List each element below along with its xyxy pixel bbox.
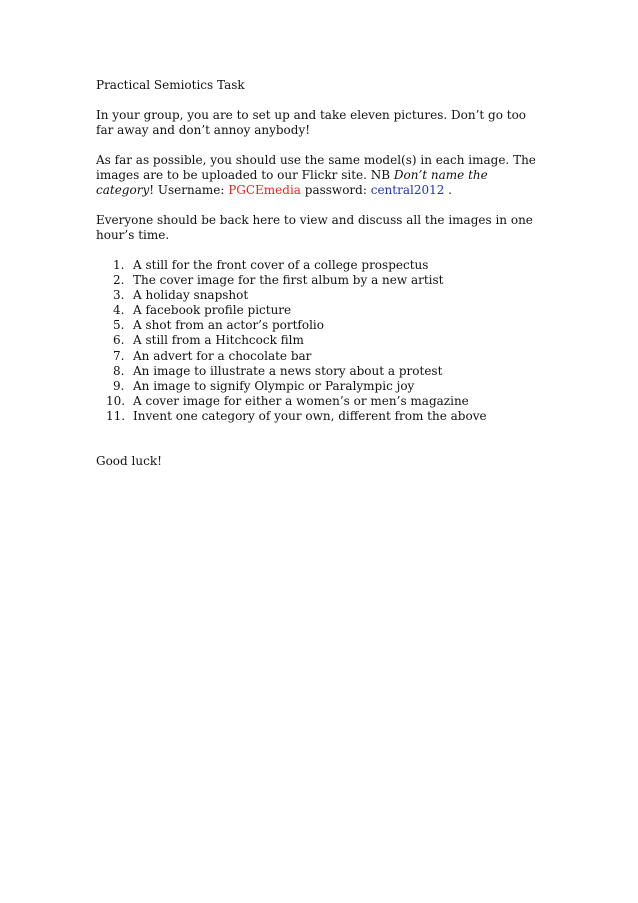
task-text: A still for the front cover of a college prospectus — [133, 258, 429, 272]
task-number: 8. — [113, 363, 125, 378]
task-text: An image to signify Olympic or Paralympic joy — [133, 378, 415, 393]
task-item — [96, 349, 546, 364]
return-note: Everyone should be back here to view and discuss all the images in one hour’s time. — [96, 213, 533, 242]
task-item — [96, 318, 546, 333]
task-item — [96, 273, 546, 288]
document-page — [96, 78, 546, 484]
flickr-password: central2012 — [370, 183, 445, 197]
task-item — [96, 288, 546, 303]
category-warning: Don’t name the category — [96, 168, 488, 197]
closing-line: Good luck! — [96, 454, 162, 469]
document-title: Practical Semiotics Task — [96, 78, 245, 92]
task-item — [96, 333, 546, 348]
task-item — [96, 409, 546, 424]
task-item — [96, 379, 546, 394]
task-text: A shot from an actor’s portfolio — [133, 318, 324, 333]
upload-end: . — [444, 183, 452, 197]
task-item — [96, 364, 546, 379]
task-number: 1. — [113, 258, 125, 272]
task-number: 3. — [113, 288, 125, 303]
task-item — [96, 394, 546, 409]
task-text: Invent one category of your own, different from the above — [133, 408, 487, 423]
task-text: An image to illustrate a news story about a protest — [133, 363, 443, 378]
task-text: A holiday snapshot — [133, 288, 249, 303]
task-number: 2. — [113, 273, 125, 288]
task-text: A cover image for either a women’s or men’s magazine — [133, 393, 469, 408]
upload-text-after: ! Username: — [149, 183, 229, 197]
flickr-username: PGCEmedia — [228, 183, 301, 197]
intro-paragraph: In your group, you are to set up and take eleven pictures. Don’t go too far away and don’t annoy anybody! — [96, 108, 527, 137]
task-number: 9. — [113, 378, 125, 393]
task-text: The cover image for the first album by a new artist — [133, 273, 444, 288]
task-number: 11. — [106, 408, 126, 423]
task-number: 5. — [113, 318, 125, 333]
task-number: 4. — [113, 303, 125, 318]
task-text: An advert for a chocolate bar — [133, 348, 312, 363]
task-item — [96, 303, 546, 318]
task-number: 10. — [106, 393, 126, 408]
task-text: A facebook profile picture — [133, 303, 292, 318]
task-number: 7. — [113, 348, 125, 363]
task-number: 6. — [113, 333, 125, 348]
task-item — [96, 258, 546, 273]
task-list — [96, 258, 546, 424]
password-label: password: — [300, 183, 371, 197]
upload-text-before: As far as possible, you should use the same model(s) in each image. The images are to be uploaded to our Flickr site. NB — [96, 153, 536, 182]
upload-instructions — [96, 153, 546, 198]
task-text: A still from a Hitchcock film — [133, 333, 304, 348]
